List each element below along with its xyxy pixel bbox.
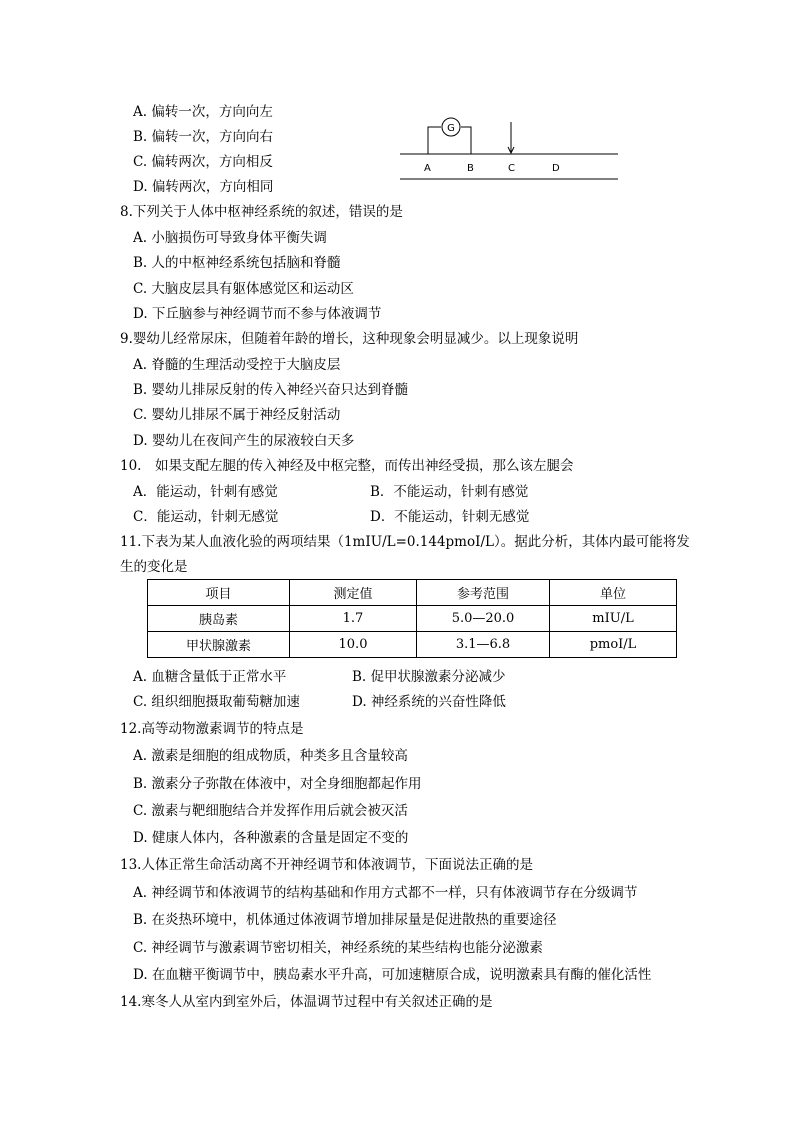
nerve-galvanometer-diagram [398, 116, 623, 186]
galvanometer-label: G [447, 123, 455, 134]
table-cell: 甲状腺激素 [148, 632, 290, 658]
q13-option-d: D. 在血糖平衡调节中，胰岛素水平升高，可加速糖原合成，说明激素具有酶的催化活性 [133, 967, 652, 983]
q8-option-a: A. 小脑损伤可导致身体平衡失调 [133, 230, 327, 246]
table-cell: pmoI/L [550, 632, 677, 658]
table-cell: 10.0 [290, 632, 417, 658]
q11-option-b: B. 促甲状腺激素分泌减少 [352, 669, 506, 685]
point-d-label: D [552, 163, 560, 174]
table-row [148, 606, 677, 632]
q9-option-d: D. 婴幼儿在夜间产生的尿液较白天多 [133, 433, 355, 449]
q13-option-c: C. 神经调节与激素调节密切相关，神经系统的某些结构也能分泌激素 [133, 940, 543, 956]
table-header-cell: 单位 [550, 580, 677, 606]
q8-stem: 8.下列关于人体中枢神经系统的叙述，错误的是 [120, 204, 403, 220]
q10-stem: 10. 如果支配左腿的传入神经及中枢完整，而传出神经受损，那么该左腿会 [120, 458, 574, 474]
table-header-cell: 测定值 [290, 580, 417, 606]
blood-test-table [147, 579, 677, 658]
q10-option-a: A．能运动，针刺有感觉 [133, 484, 278, 500]
electrode-wire-b [461, 127, 471, 154]
q8-option-d: D. 下丘脑参与神经调节而不参与体液调节 [133, 306, 382, 322]
q7-option-c: C. 偏转两次，方向相反 [133, 154, 273, 170]
q11-option-a: A. 血糖含量低于正常水平 [133, 669, 287, 685]
q14-stem: 14.寒冬人从室内到室外后，体温调节过程中有关叙述正确的是 [120, 994, 493, 1010]
table-header-row [148, 580, 677, 606]
q10-option-b: B．不能运动，针刺有感觉 [370, 484, 529, 500]
q13-option-b: B. 在炎热环境中，机体通过体液调节增加排尿量是促进散热的重要途径 [133, 912, 557, 928]
q12-option-d: D. 健康人体内，各种激素的含量是固定不变的 [133, 830, 409, 846]
point-a-label: A [424, 163, 431, 174]
point-b-label: B [467, 163, 474, 174]
q7-option-a: A. 偏转一次，方向向左 [133, 104, 273, 120]
table-row [148, 632, 677, 658]
q11-stem-line2: 生的变化是 [120, 559, 188, 575]
table-cell: 5.0—20.0 [417, 606, 550, 632]
table-header-cell: 参考范围 [417, 580, 550, 606]
q9-option-b: B. 婴幼儿排尿反射的传入神经兴奋只达到脊髓 [133, 382, 409, 398]
q7-option-d: D. 偏转两次，方向相同 [133, 179, 274, 195]
electrode-wire-a [428, 127, 441, 154]
table-cell: 3.1—6.8 [417, 632, 550, 658]
q13-stem: 13.人体正常生命活动离不开神经调节和体液调节，下面说法正确的是 [120, 857, 533, 873]
table-header-cell: 项目 [148, 580, 290, 606]
table-cell: 胰岛素 [148, 606, 290, 632]
q10-option-c: C．能运动，针刺无感觉 [133, 509, 279, 525]
q11-option-d: D. 神经系统的兴奋性降低 [352, 694, 506, 710]
q7-option-b: B. 偏转一次，方向向右 [133, 129, 274, 145]
q8-option-c: C. 大脑皮层具有躯体感觉区和运动区 [133, 281, 354, 297]
q11-option-c: C. 组织细胞摄取葡萄糖加速 [133, 694, 300, 710]
table-cell: mIU/L [550, 606, 677, 632]
q9-option-c: C. 婴幼儿排尿不属于神经反射活动 [133, 407, 341, 423]
q11-stem-line1: 11.下表为某人血液化验的两项结果（1mIU/L=0.144pmoI/L）。据此分析，其体内最可能将发 [120, 534, 690, 550]
q9-option-a: A. 脊髓的生理活动受控于大脑皮层 [133, 357, 341, 373]
table-cell: 1.7 [290, 606, 417, 632]
q12-stem: 12.高等动物激素调节的特点是 [120, 721, 304, 737]
q13-option-a: A. 神经调节和体液调节的结构基础和作用方式都不一样，只有体液调节存在分级调节 [133, 885, 638, 901]
q8-option-b: B. 人的中枢神经系统包括脑和脊髓 [133, 255, 341, 271]
q12-option-c: C. 激素与靶细胞结合并发挥作用后就会被灭活 [133, 803, 408, 819]
q12-option-a: A. 激素是细胞的组成物质，种类多且含量较高 [133, 748, 408, 764]
q9-stem: 9.婴幼儿经常尿床，但随着年龄的增长，这种现象会明显减少。以上现象说明 [120, 331, 579, 347]
point-c-label: C [508, 163, 515, 174]
q12-option-b: B. 激素分子弥散在体液中，对全身细胞都起作用 [133, 776, 422, 792]
q10-option-d: D．不能运动，针刺无感觉 [370, 509, 530, 525]
